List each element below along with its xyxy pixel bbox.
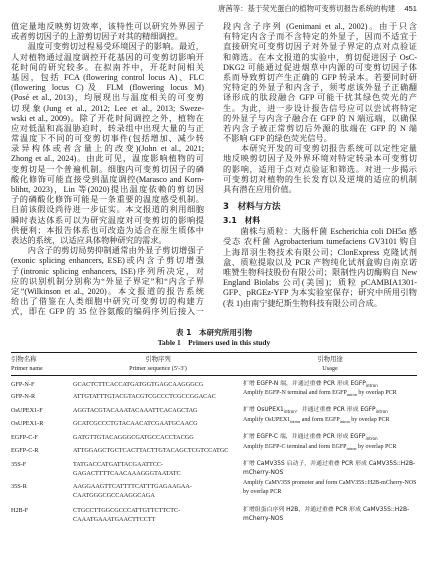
column-header-usage — [243, 353, 417, 376]
usage-text-segment: 扩增 OsUPEX1 — [243, 407, 284, 414]
primer-name: OsUPEX1-R — [11, 419, 44, 427]
primer-table-body — [11, 376, 417, 526]
column-header-chinese: 引物用途 — [317, 355, 343, 363]
right-column-line: 有特定内含子而不含特定的外显子，因而不适宜于 — [223, 32, 417, 42]
primer-sequence — [73, 430, 243, 444]
primer-sequence — [73, 444, 243, 456]
right-column-line: 直接研究可变剪切因子对外显子界定的点对点验证 — [223, 42, 417, 52]
left-column-line: 瞬时表达体系可以为研究温度对可变剪切的影响提 — [11, 215, 204, 225]
usage-text-segment: Amplify OsUPEX1 — [243, 416, 291, 423]
primer-sequence-line: CTGCCTTGGCGCCCATTGTTCTTCTC- — [73, 506, 181, 514]
column-header-english: Usage — [322, 365, 338, 372]
right-column-line: 的外显子与内含子融合在 GFP 的 N 端远端，以确保 — [223, 113, 417, 123]
primer-sequence-line: ATTGTATTTGTACGTACGTCGCCCTCGCCGGACAC — [73, 392, 216, 400]
usage-chinese — [243, 433, 417, 442]
primer-row — [11, 403, 417, 417]
primer-name: 35S-R — [11, 482, 27, 490]
usage-text-segment: by overlap PCR — [356, 389, 397, 396]
right-column-line: 上海昂羽生物技术有限公司；ClonExpress 克隆试剂 — [223, 247, 417, 257]
left-column-line: 式，即在 GFP 的 35 位谷氨酸的编码序列后接入一 — [11, 307, 204, 317]
primer-row — [11, 430, 417, 444]
left-column-line: 子的磷酸化修饰可能是一条重要的温度感受机制。 — [11, 195, 204, 205]
primer-sequence-line: TATGACCATGATTACGAATTCC- — [73, 460, 164, 468]
usage-text-segment: ，并通过重叠 PCR 形成 EGFP — [295, 407, 376, 414]
primer-sequence — [73, 480, 243, 502]
right-column-line: 唯赞生物科技股份有限公司；限制性内切酶购自 New — [223, 267, 417, 277]
usage-text-segment: 扩增 CaMV35S 启动子，并通过重叠 PCR 形成 CaMV35S::H2B-mCherry-NOS — [243, 460, 416, 477]
left-column-line: (Posé et al., 2013)，均展现出与温度相关的可变剪 — [11, 93, 204, 103]
right-column-line: England Biolabs 公司(美国)；质粒 pCAMBIA1301- — [223, 278, 417, 288]
section-heading: 3 材料与方法 — [223, 202, 281, 213]
primer-name: EGFP-C-R — [11, 446, 39, 454]
primer-table — [11, 352, 417, 526]
usage-text-segment: 扩增 EGFP-C 端，并通过重叠 PCR 形成 EGFP — [243, 434, 366, 441]
table-caption-english: Table 1 Primers used in this study — [157, 338, 271, 347]
usage-text-segment: and form EGFP — [300, 416, 340, 423]
right-column-line: 生。为此，进一步设计报告信号应可以尝试将特定 — [223, 103, 417, 113]
subscript-text: intron — [365, 382, 378, 388]
primer-sequence — [73, 403, 243, 417]
usage-text-segment: Amplify EGFP-C terminal and form EGFP — [243, 443, 347, 450]
left-column-line: 花时间的研究较多。在拟南芥中，开花时间相关 — [11, 62, 204, 72]
subsection-heading: 3.1 材料 — [223, 216, 261, 226]
usage-text-segment: Amplify EGFP-N terminal and form EGFP — [243, 389, 347, 396]
left-column-line: 基因，包括 FCA (flowering control locus A)、FLC — [11, 72, 204, 82]
left-column-line: 供便利；本报告体系也可改造为适合在原生质体中 — [11, 225, 204, 235]
primer-name: H2B-F — [11, 506, 29, 514]
primer-sequence-line: GCATCGCCCTGTACAACATCGAATGCAACG — [73, 419, 198, 427]
primer-name: OsUPEX1-F — [11, 407, 43, 415]
left-column-line: 定”(Wilkinson et al., 2020)。本文报道的报告系统 — [11, 286, 204, 296]
primer-usage — [243, 502, 417, 526]
right-column-line: 系而导致剪切产生正确的 GFP 转录本。若要同时研 — [223, 72, 417, 82]
subscript-text: intron — [365, 436, 378, 442]
usage-chinese — [243, 380, 417, 389]
primer-name: GFP-N-F — [11, 380, 35, 388]
usage-text-segment: 扩增组蛋白序列 H2B，并通过重叠 PCR 形成 CaMV35S::H2B-mCherry-NOS — [243, 506, 410, 522]
primer-name: GFP-N-R — [11, 392, 36, 400]
primer-table-block — [11, 328, 417, 579]
right-column-line: 译形成的肽段融合 GFP 可能干扰其绿色荧光的产 — [223, 93, 417, 103]
primer-sequence-line: CAAATGAAATGAACTTCCTT — [73, 515, 156, 523]
left-text-column — [11, 22, 204, 324]
primer-sequence-line: AAGGAAGTTCATTTTCATTTGAGAAGAA- — [73, 482, 192, 490]
right-text-column — [223, 22, 417, 324]
left-column-line: 人对植物通过温度调控开花基因的可变剪切影响开 — [11, 52, 204, 62]
right-column-line: 若内含子被正常剪切后外源的肽端在 GFP 的 N 端 — [223, 123, 417, 133]
primer-table-header — [11, 353, 417, 376]
right-column-body-bottom — [223, 227, 417, 309]
table-caption-chinese: 表 1 本研究所用引物 — [175, 328, 253, 337]
primer-usage — [243, 430, 417, 457]
subscript-text: intron — [375, 409, 388, 415]
left-column-line: 切现象(Jung et al., 2012; Lee et al., 2013; Sweze- — [11, 103, 204, 113]
right-column-line: 的影响，适用于点对点验证和筛选。对进一步揭示 — [223, 164, 417, 174]
left-column-line: blihtt, 2023)，Lin 等(2020)提出温度依赖的剪切因 — [11, 185, 204, 194]
subscript-text: intron — [346, 392, 357, 398]
column-header-chinese: 引物名称 — [11, 355, 37, 363]
subscript-text: intron — [346, 445, 357, 451]
right-column-line: 可变剪切对植物的生长发育以及逆境的适应的机制 — [223, 174, 417, 184]
primer-usage — [243, 456, 417, 502]
primer-row — [11, 502, 417, 526]
column-header-primer-sequence — [73, 353, 243, 376]
primer-sequence-line: GCACTCTTCACCATGATGGTGAGCAAGGGCG — [73, 380, 204, 388]
usage-text-segment: Amplify CaMV35S promoter and form CaMV35S::H2B-mCherry-NOS by overlap PCR — [243, 479, 417, 496]
primer-usage — [243, 376, 417, 403]
subscript-text: intron — [339, 418, 350, 424]
usage-english — [243, 443, 417, 452]
header-row — [11, 353, 417, 376]
primer-row — [11, 376, 417, 391]
right-column-line: 地反映剪切因子及外界环境对特定转录本可变剪切 — [223, 154, 417, 164]
primer-row — [11, 456, 417, 480]
right-column-line: 段内含子序列 (Genimani et al., 2002)。由于只含 — [223, 22, 417, 31]
usage-chinese — [243, 460, 417, 479]
right-column-line: 具有潜在应用价值。 — [223, 185, 297, 194]
left-column-line: wski et al., 2009)。除了开花时间调控之外，植物在 — [11, 113, 204, 123]
right-column-line: 不影响 GFP 的绿色荧光信号。 — [223, 134, 332, 144]
column-header-english: Primer name — [11, 365, 43, 372]
right-column-line: (表 1)由南宁捷纪斯生物科技有限公司合成。 — [223, 298, 382, 308]
page-number: 451 — [404, 4, 417, 13]
left-column-line: 录异构体或者含量上的改变)(John et al., 2021; — [11, 144, 204, 154]
column-header-chinese: 引物序列 — [145, 355, 171, 363]
usage-text-segment: 扩增 EGFP-N 端，并通过重叠 PCR 形成 EGFP — [243, 380, 366, 387]
usage-text-segment: by overlap PCR — [356, 443, 397, 450]
primer-sequence — [73, 456, 243, 480]
right-column-line: 盒、质粒提取以及 PCR 产物纯化试剂盒购自南京诺 — [223, 257, 417, 267]
primer-name: 35S-F — [11, 460, 27, 468]
right-column-line: 受态 农杆菌 Agrobacterium tumefaciens GV3101 购自 — [223, 237, 417, 247]
usage-english — [243, 479, 417, 498]
left-column-line: 应的识别机制分别称为“外显子界定”和“内含子界 — [11, 276, 204, 286]
left-column-line: (exonic splicing enhancers, ESE)或内含子剪切增强 — [11, 256, 204, 266]
primer-sequence — [73, 376, 243, 391]
running-title: 唐茜等：基于荧光蛋白的植物可变剪切报告系统的构建 — [217, 4, 396, 13]
left-column-line: 常温度下不同的可变剪切事件(包括增加、减少转 — [11, 134, 204, 144]
left-column-line: 酸化修饰可能直接受到温度调控(Marasco and Korn- — [11, 174, 204, 184]
primer-sequence — [73, 390, 243, 402]
subscript-text: intron — [283, 409, 296, 415]
left-column-line: 目前该假设尚待进一步证实。本文报道的利用细胞 — [11, 205, 204, 215]
right-column-line: 本研究开发的可变剪切报告系统可以定性定量 — [223, 144, 417, 154]
right-column-line: 和筛选。在本文报道的实验中，剪切促进因子 OsC- — [223, 52, 417, 62]
primer-name: EGFP-C-F — [11, 434, 38, 442]
left-column-body — [11, 22, 204, 317]
primer-sequence-line: GATGTTGTACAGGGCGATGCCACCTACGG — [73, 434, 194, 442]
left-column-line: 内含子的剪切局势抑制通常由外显子剪切增强子 — [11, 246, 204, 256]
column-header-primer-name — [11, 353, 73, 376]
subscript-text: intron — [290, 418, 301, 424]
column-header-english: Primer sequence (5′-3′) — [129, 365, 187, 372]
left-column-line: 温度可变剪切过程易受环境因子的影响。最近， — [11, 42, 204, 52]
usage-chinese — [243, 406, 417, 415]
usage-chinese — [243, 506, 417, 525]
primer-sequence-line: CAATGGGCGCCAAGGCAGA — [73, 492, 155, 500]
right-column-line: 究特定的外显子和内含子，须考虑该外显子正确翻 — [223, 83, 417, 93]
primer-sequence-line: AGGTACGTACAAATACAAATTCACAGCTAG — [73, 407, 198, 415]
right-column-line: DKG2 可能通过促进烟草中内源的可变剪切因子体 — [223, 62, 417, 72]
usage-text-segment: by overlap PCR — [349, 416, 390, 423]
primer-sequence — [73, 417, 243, 429]
left-column-line: 值定量地反映剪切效率，该特性可以研究外界因子 — [11, 22, 204, 31]
left-column-line: 给出了借鉴在人类细胞中研究可变剪切的构建方 — [11, 297, 204, 307]
left-column-line: 子(intronic splicing enhancers, ISE)序列所决定，对 — [11, 266, 204, 276]
left-column-line: 或者剪切因子的上游剪切因子对其的精细调控。 — [11, 32, 183, 42]
usage-english — [243, 416, 417, 425]
left-column-line: Zhong et al., 2024)。由此可见，温度影响植物的可 — [11, 154, 204, 164]
primer-sequence-line: ATTGGAGCTGCTCACTTACTTGTACAGCTCGTCCATGC — [73, 446, 229, 454]
right-column-line: 菌株与质粒：大肠杆菌 Escherichia coli DH5α 感 — [223, 227, 417, 237]
left-column-line: 变剪切是一个普遍机制。细胞内可变剪切因子的磷 — [11, 164, 204, 174]
right-column-line: GFP、pRGEz-YFP 为本实验室保存；研究中所用引物 — [223, 288, 417, 298]
primer-usage — [243, 403, 417, 430]
left-column-line: 表达的系统，以适应具体物种研究的需求。 — [11, 235, 167, 245]
primer-sequence — [73, 502, 243, 526]
usage-english — [243, 389, 417, 398]
running-header — [218, 3, 417, 14]
right-column-body-top — [223, 22, 417, 195]
left-column-line: 应对低温和高温胁迫时，转录组中出现大量的与正 — [11, 123, 204, 133]
primer-sequence-line: GAGACTTTTCAACAAAGGGTAATATC — [73, 470, 181, 478]
left-column-line: (flowering locus C)及 FLM (flowering locus M) — [11, 83, 204, 93]
